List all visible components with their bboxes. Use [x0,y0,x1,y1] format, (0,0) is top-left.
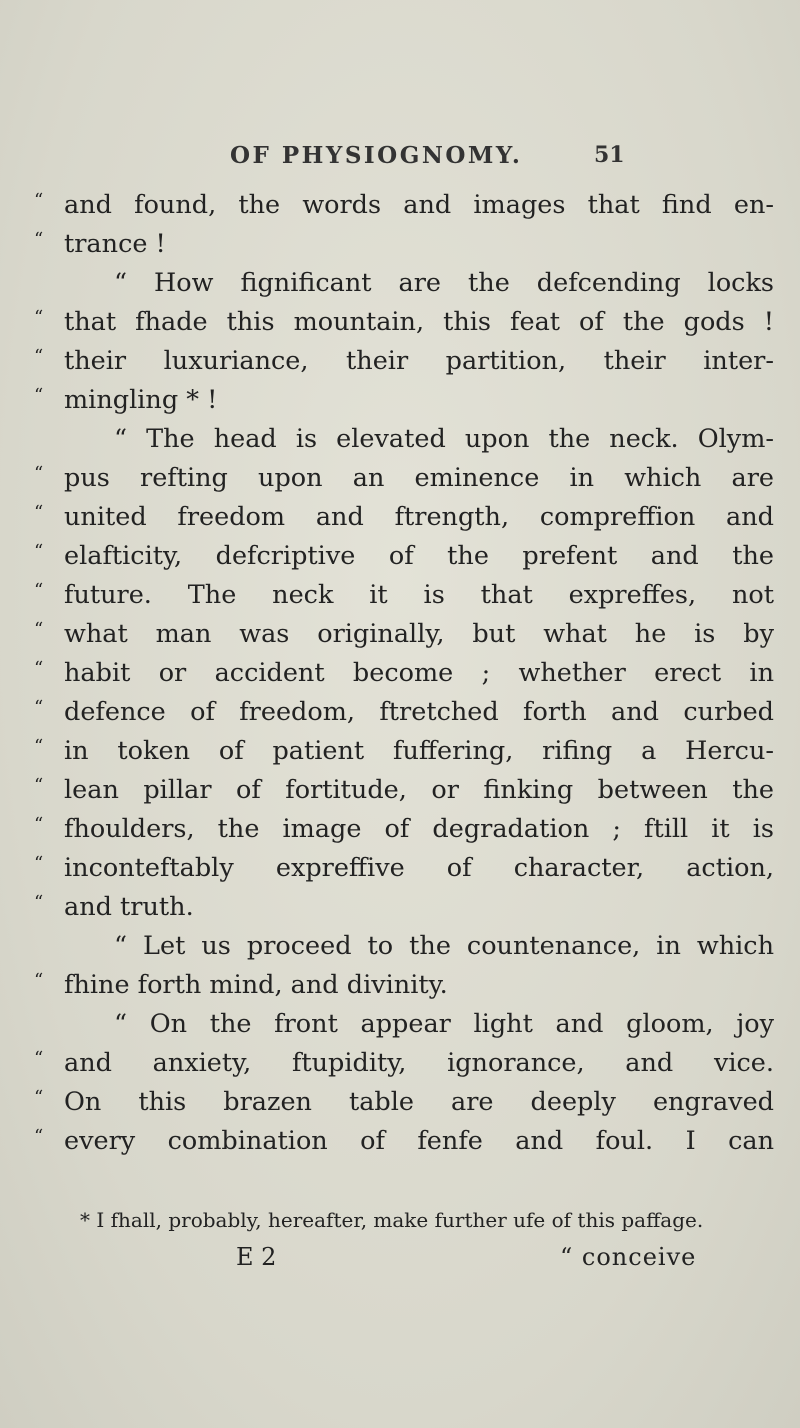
text-line [34,498,774,537]
text-line [34,303,774,342]
line-text: “ On the front appear light and gloom, joy [114,1009,774,1039]
text-line [34,381,774,420]
line-text: trance ! [64,229,166,259]
quote-mark: “ [34,1126,44,1147]
text-line [34,420,774,459]
line-text: their luxuriance, their partition, their inter- [64,346,774,376]
line-text: defence of freedom, ftretched forth and curbed [64,697,774,727]
text-line [34,771,774,810]
quote-mark: “ [34,775,44,796]
quote-mark: “ [34,307,44,328]
running-title: OF PHYSIOGNOMY. [230,142,523,169]
text-line [34,888,774,927]
line-text: that fhade this mountain, this feat of the gods ! [64,307,774,337]
line-text: On this brazen table are deeply engraved [64,1087,774,1117]
quote-mark: “ [34,1087,44,1108]
line-text: “ Let us proceed to the countenance, in which [114,931,774,961]
quote-mark: “ [34,580,44,601]
line-text: fhine forth mind, and divinity. [64,970,448,1000]
page-number: 51 [594,142,625,168]
catchword: “ conceive [560,1243,697,1271]
quote-mark: “ [34,346,44,367]
text-line [34,810,774,849]
text-line [34,186,774,225]
line-text: “ The head is elevated upon the neck. Olym- [114,424,774,454]
running-header [230,136,650,176]
quote-mark: “ [34,229,44,250]
quote-mark: “ [34,697,44,718]
body-text [34,186,774,1161]
signature-mark: E 2 [236,1243,277,1271]
line-text: “ How fignificant are the defcending locks [114,268,774,298]
line-text: habit or accident become ; whether erect in [64,658,774,688]
quote-mark: “ [34,541,44,562]
line-text: elafticity, defcriptive of the prefent and the [64,541,774,571]
quote-mark: “ [34,736,44,757]
text-line [34,459,774,498]
quote-mark: “ [34,658,44,679]
quote-mark: “ [34,814,44,835]
line-text: inconteftably expreffive of character, action, [64,853,774,883]
text-line [34,615,774,654]
quote-mark: “ [34,463,44,484]
line-text: fhoulders, the image of degradation ; ftill it is [64,814,774,844]
line-text: in token of patient fuffering, rifing a Hercu- [64,736,774,766]
text-line [34,1044,774,1083]
text-line [34,927,774,966]
text-line [34,966,774,1005]
quote-mark: “ [34,619,44,640]
text-line [34,342,774,381]
line-text: what man was originally, but what he is by [64,619,774,649]
quote-mark: “ [34,970,44,991]
line-text: mingling * ! [64,385,218,415]
text-line [34,693,774,732]
line-text: and found, the words and images that find en- [64,190,774,220]
text-line [34,537,774,576]
text-line [34,225,774,264]
page-footer [0,1243,800,1273]
quote-mark: “ [34,502,44,523]
quote-mark: “ [34,853,44,874]
line-text: lean pillar of fortitude, or finking between the [64,775,774,805]
line-text: every combination of fenfe and foul. I can [64,1126,774,1156]
text-line [34,1005,774,1044]
line-text: united freedom and ftrength, compreffion and [64,502,774,532]
text-line [34,654,774,693]
quote-mark: “ [34,892,44,913]
quote-mark: “ [34,385,44,406]
text-line [34,264,774,303]
line-text: future. The neck it is that expreffes, not [64,580,774,610]
text-line [34,732,774,771]
line-text: and truth. [64,892,194,922]
text-line [34,1122,774,1161]
quote-mark: “ [34,190,44,211]
quote-mark: “ [34,1048,44,1069]
line-text: pus refting upon an eminence in which are [64,463,774,493]
line-text: and anxiety, ftupidity, ignorance, and vice. [64,1048,774,1078]
footnote: * I fhall, probably, hereafter, make further ufe of this paffage. [80,1208,704,1232]
text-line [34,849,774,888]
text-line [34,576,774,615]
text-line [34,1083,774,1122]
